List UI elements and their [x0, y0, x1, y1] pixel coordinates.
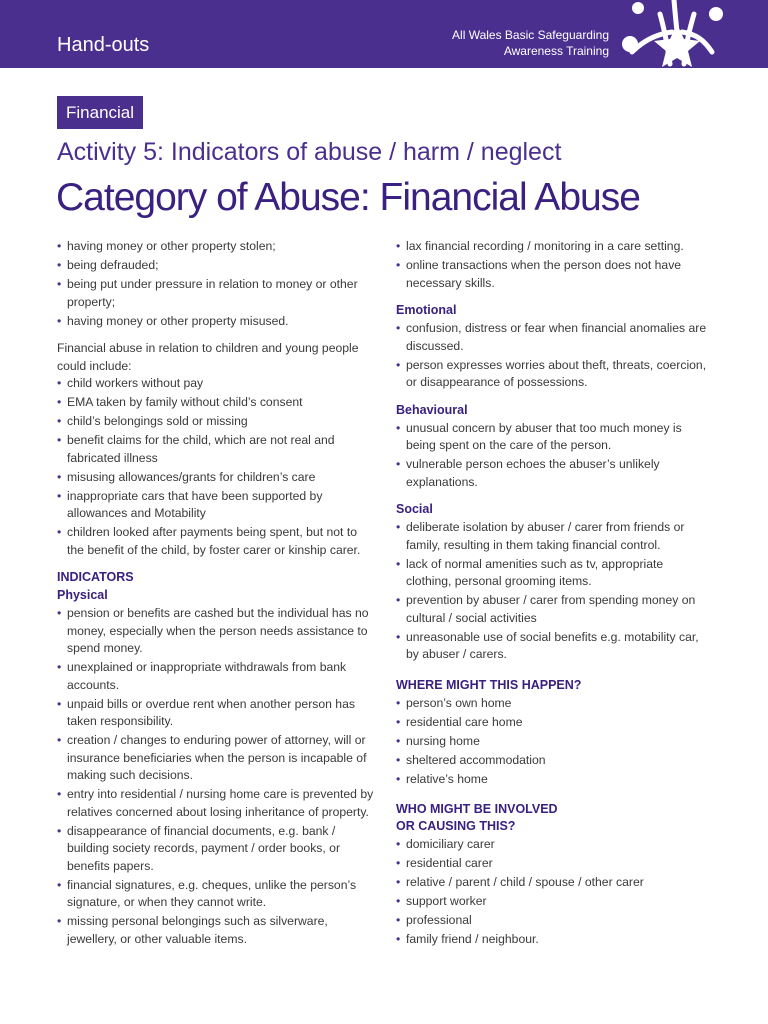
list-item: • lack of normal amenities such as tv, appropriate clothing, personal grooming items. [396, 556, 708, 591]
list-item: • financial signatures, e.g. cheques, unlike the person’s signature, or when they cannot write. [57, 877, 375, 912]
list-item: • EMA taken by family without child’s consent [57, 394, 375, 412]
list-item: • having money or other property stolen; [57, 238, 375, 256]
list-item: • benefit claims for the child, which are not real and fabricated illness [57, 432, 375, 467]
physical-continued-list [396, 238, 708, 292]
page-title: Category of Abuse: Financial Abuse [56, 176, 640, 219]
category-tag: Financial [57, 96, 143, 129]
left-column [57, 238, 375, 950]
list-item: • prevention by abuser / carer from spending money on cultural / social activities [396, 592, 708, 627]
list-item: • confusion, distress or fear when financial anomalies are discussed. [396, 320, 708, 355]
physical-list [57, 605, 375, 948]
list-item: • being defrauded; [57, 257, 375, 275]
where-heading: WHERE MIGHT THIS HAPPEN? [396, 677, 582, 692]
who-heading [396, 801, 708, 835]
list-item: • lax financial recording / monitoring in a care setting. [396, 238, 708, 256]
star-people-logo-icon [612, 0, 742, 68]
list-item: • unexplained or inappropriate withdrawals from bank accounts. [57, 659, 375, 694]
page-header [0, 0, 768, 68]
list-item: • professional [396, 912, 708, 930]
activity-heading: Activity 5: Indicators of abuse / harm / neglect [57, 138, 562, 166]
list-item: • family friend / neighbour. [396, 931, 708, 949]
list-item: • child workers without pay [57, 375, 375, 393]
emotional-heading: Emotional [396, 303, 457, 317]
indicators-heading: INDICATORS [57, 570, 134, 584]
list-item: • person’s own home [396, 695, 708, 713]
list-item: • domiciliary carer [396, 836, 708, 854]
list-item: • unusual concern by abuser that too much money is being spent on the care of the person. [396, 420, 708, 455]
list-item: • person expresses worries about theft, threats, coercion, or disappearance of possessions. [396, 357, 708, 392]
behavioural-list [396, 420, 708, 492]
organisation-name [389, 27, 609, 59]
who-heading-line-1: WHO MIGHT BE INVOLVED [396, 802, 558, 816]
organisation-line-1: All Wales Basic Safeguarding [452, 28, 609, 42]
organisation-line-2: Awareness Training [503, 44, 609, 58]
list-item: • disappearance of financial documents, e.g. bank / building society records, payment / order books, or benefits papers. [57, 823, 375, 876]
list-item: • sheltered accommodation [396, 752, 708, 770]
social-heading: Social [396, 502, 433, 516]
social-list [396, 519, 708, 664]
intro-list [57, 238, 375, 330]
list-item: • having money or other property misused. [57, 313, 375, 331]
list-item: • inappropriate cars that have been supported by allowances and Motability [57, 488, 375, 523]
physical-heading: Physical [57, 588, 108, 602]
list-item: • relative / parent / child / spouse / other carer [396, 874, 708, 892]
who-list [396, 836, 708, 949]
list-item: • support worker [396, 893, 708, 911]
list-item: • residential care home [396, 714, 708, 732]
list-item: • creation / changes to enduring power of attorney, will or insurance beneficiaries when the person is incapable of making such decisions. [57, 732, 375, 785]
list-item: • entry into residential / nursing home care is prevented by relatives concerned about losing inheritance of property. [57, 786, 375, 821]
list-item: • unreasonable use of social benefits e.g. motability car, by abuser / carers. [396, 629, 708, 664]
children-list [57, 375, 375, 559]
list-item: • unpaid bills or overdue rent when another person has taken responsibility. [57, 696, 375, 731]
list-item: • residential carer [396, 855, 708, 873]
behavioural-heading: Behavioural [396, 402, 468, 417]
list-item: • deliberate isolation by abuser / carer from friends or family, resulting in them taking financial control. [396, 519, 708, 554]
list-item: • pension or benefits are cashed but the individual has no money, especially when the person needs assistance to spend money. [57, 605, 375, 658]
list-item: • misusing allowances/grants for children’s care [57, 469, 375, 487]
list-item: • being put under pressure in relation to money or other property; [57, 276, 375, 311]
header-title: Hand-outs [57, 34, 150, 56]
who-heading-line-2: OR CAUSING THIS? [396, 819, 516, 833]
emotional-list [396, 320, 708, 392]
list-item: • online transactions when the person does not have necessary skills. [396, 257, 708, 292]
list-item: • missing personal belongings such as silverware, jewellery, or other valuable items. [57, 913, 375, 948]
where-list [396, 695, 708, 789]
list-item: • nursing home [396, 733, 708, 751]
children-paragraph: Financial abuse in relation to children and young people could include: [57, 341, 359, 373]
list-item: • relative’s home [396, 771, 708, 789]
list-item: • child’s belongings sold or missing [57, 413, 375, 431]
list-item: • vulnerable person echoes the abuser’s unlikely explanations. [396, 456, 708, 491]
list-item: • children looked after payments being spent, but not to the benefit of the child, by foster carer or kinship carer. [57, 524, 375, 559]
right-column [396, 238, 708, 950]
